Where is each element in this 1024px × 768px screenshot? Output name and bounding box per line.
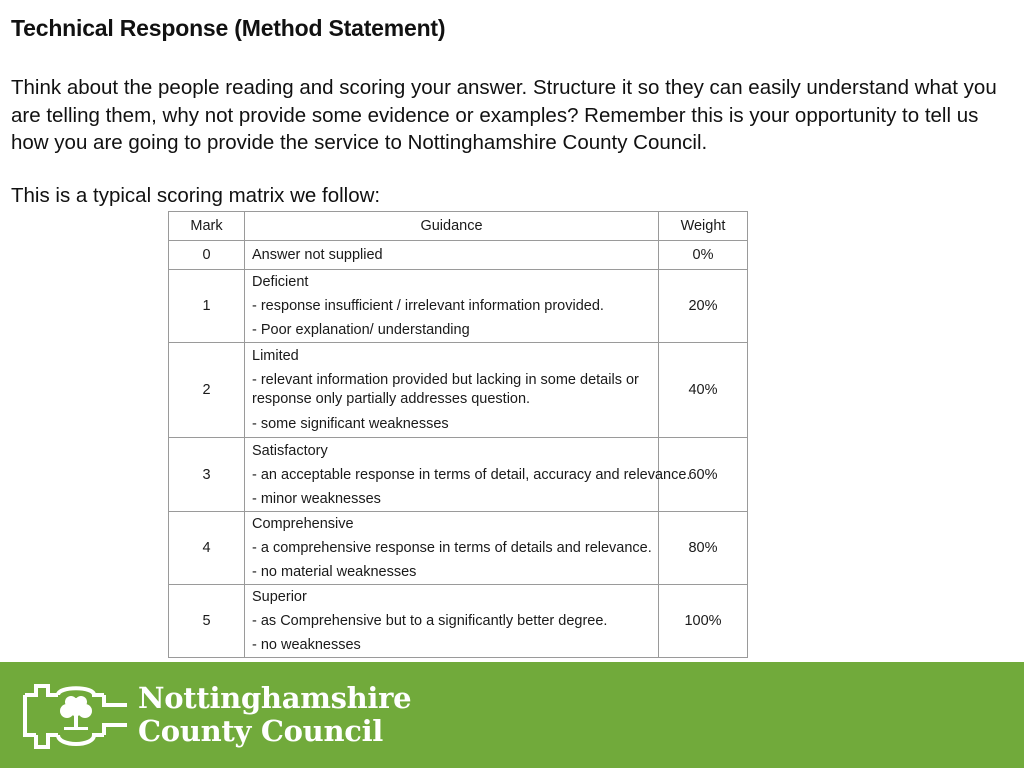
guidance-cell bbox=[245, 270, 659, 343]
logo-line-1: Nottinghamshire bbox=[138, 681, 412, 715]
weight-cell: 0% bbox=[659, 241, 748, 270]
matrix-lead-text: This is a typical scoring matrix we follow: bbox=[11, 184, 381, 207]
mark-cell: 2 bbox=[169, 343, 245, 438]
guidance-cell bbox=[245, 438, 691, 512]
mark-cell: 4 bbox=[169, 512, 245, 585]
weight-cell: 100% bbox=[659, 585, 748, 658]
guidance-line: - some significant weaknesses bbox=[252, 416, 449, 432]
header-weight: Weight bbox=[659, 212, 748, 241]
guidance-line: - Poor explanation/ understanding bbox=[252, 322, 470, 338]
guidance-line: - no material weaknesses bbox=[252, 564, 417, 580]
table-row bbox=[169, 585, 748, 658]
guidance-level: Limited bbox=[252, 348, 299, 364]
guidance-cell bbox=[245, 585, 659, 658]
mark-cell: 3 bbox=[169, 438, 245, 512]
table-row bbox=[169, 270, 748, 343]
guidance-level: Superior bbox=[252, 589, 307, 605]
guidance-line: - relevant information provided but lacking in some details or response only partially addresses question. bbox=[252, 372, 639, 407]
guidance-line: - minor weaknesses bbox=[252, 490, 381, 507]
footer-banner bbox=[0, 662, 1024, 768]
guidance-line: - as Comprehensive but to a significantly better degree. bbox=[252, 613, 608, 629]
mark-cell: 5 bbox=[169, 585, 245, 658]
scoring-matrix-table bbox=[168, 211, 748, 658]
table-row bbox=[169, 241, 748, 270]
mark-cell: 0 bbox=[169, 241, 245, 270]
council-logo-text bbox=[138, 682, 411, 748]
guidance-line: - an acceptable response in terms of detail, accuracy and relevance. bbox=[252, 466, 691, 483]
table-header-row bbox=[169, 212, 748, 241]
guidance-cell bbox=[245, 343, 659, 438]
header-guidance: Guidance bbox=[245, 212, 659, 241]
council-tree-emblem-icon bbox=[22, 683, 130, 751]
guidance-line: - no weaknesses bbox=[252, 637, 361, 653]
weight-cell: 60% bbox=[659, 438, 748, 512]
guidance-level: Satisfactory bbox=[252, 442, 328, 459]
guidance-line: - response insufficient / irrelevant information provided. bbox=[252, 298, 604, 314]
guidance-line: Answer not supplied bbox=[252, 247, 383, 263]
table-row bbox=[169, 512, 748, 585]
weight-cell: 20% bbox=[659, 270, 748, 343]
header-mark: Mark bbox=[169, 212, 245, 241]
guidance-cell bbox=[245, 512, 659, 585]
guidance-level: Deficient bbox=[252, 274, 309, 290]
weight-cell: 80% bbox=[659, 512, 748, 585]
logo-line-2: County Council bbox=[138, 714, 384, 748]
guidance-cell bbox=[245, 241, 659, 270]
guidance-level: Comprehensive bbox=[252, 516, 354, 532]
table-row bbox=[169, 438, 748, 512]
weight-cell: 40% bbox=[659, 343, 748, 438]
page-title: Technical Response (Method Statement) bbox=[11, 15, 446, 41]
table-row bbox=[169, 343, 748, 438]
intro-paragraph: Think about the people reading and scoring your answer. Structure it so they can easily understand what you are telling them, why not provide some evidence or examples? Remember this is your opportunity to tell us how you are going to provide the service to Nottinghamshire County Council. bbox=[11, 76, 997, 154]
guidance-line: - a comprehensive response in terms of details and relevance. bbox=[252, 540, 652, 556]
mark-cell: 1 bbox=[169, 270, 245, 343]
